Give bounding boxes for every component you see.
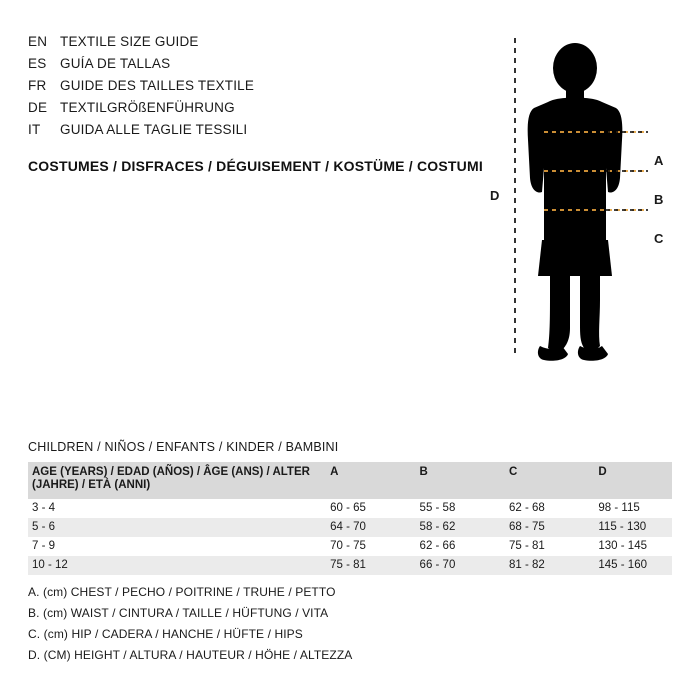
language-text-de: TEXTILGRÖßENFÜHRUNG <box>60 100 235 115</box>
legend-item-a: A. (cm) CHEST / PECHO / POITRINE / TRUHE / PETTO <box>28 585 336 599</box>
language-list <box>28 34 468 144</box>
cell-a: 70 - 75 <box>330 537 419 556</box>
cell-age: 3 - 4 <box>28 499 330 518</box>
language-text-fr: GUIDE DES TAILLES TEXTILE <box>60 78 255 93</box>
figure-label-d: D <box>490 188 500 203</box>
measurement-figure <box>470 28 680 368</box>
table-section-title: CHILDREN / NIÑOS / ENFANTS / KINDER / BAMBINI <box>28 440 339 454</box>
language-text-en: TEXTILE SIZE GUIDE <box>60 34 199 49</box>
cell-b: 55 - 58 <box>420 499 509 518</box>
table-body <box>28 499 672 575</box>
table-row <box>28 499 672 518</box>
column-header-b: B <box>420 462 509 499</box>
language-text-es: GUÍA DE TALLAS <box>60 56 171 71</box>
cell-age: 10 - 12 <box>28 556 330 575</box>
language-text-it: GUIDA ALLE TAGLIE TESSILI <box>60 122 248 137</box>
cell-a: 75 - 81 <box>330 556 419 575</box>
language-row-en <box>28 34 468 56</box>
table-row <box>28 537 672 556</box>
cell-a: 64 - 70 <box>330 518 419 537</box>
measurement-legend <box>28 582 528 666</box>
language-row-it <box>28 122 468 144</box>
language-row-fr <box>28 78 468 100</box>
table-row <box>28 518 672 537</box>
legend-item-c: C. (cm) HIP / CADERA / HANCHE / HÜFTE / HIPS <box>28 627 303 641</box>
cell-d: 115 - 130 <box>598 518 672 537</box>
cell-d: 130 - 145 <box>598 537 672 556</box>
cell-c: 75 - 81 <box>509 537 598 556</box>
child-silhouette-icon <box>470 28 680 368</box>
figure-label-b: B <box>654 192 664 207</box>
size-table <box>28 462 672 575</box>
cell-d: 145 - 160 <box>598 556 672 575</box>
table-header-row <box>28 462 672 499</box>
cell-c: 68 - 75 <box>509 518 598 537</box>
cell-age: 7 - 9 <box>28 537 330 556</box>
language-row-de <box>28 100 468 122</box>
column-header-c: C <box>509 462 598 499</box>
cell-age: 5 - 6 <box>28 518 330 537</box>
column-header-a: A <box>330 462 419 499</box>
column-header-d: D <box>598 462 672 499</box>
cell-d: 98 - 115 <box>598 499 672 518</box>
legend-item-b: B. (cm) WAIST / CINTURA / TAILLE / HÜFTUNG / VITA <box>28 606 329 620</box>
language-code-de: DE <box>28 100 48 115</box>
figure-label-c: C <box>654 231 664 246</box>
cell-c: 81 - 82 <box>509 556 598 575</box>
language-row-es <box>28 56 468 78</box>
language-code-it: IT <box>28 122 41 137</box>
column-header-age: AGE (YEARS) / EDAD (AÑOS) / ÂGE (ANS) / ALTER (JAHRE) / ETÀ (ANNI) <box>28 462 330 499</box>
cell-b: 66 - 70 <box>420 556 509 575</box>
table-row <box>28 556 672 575</box>
legend-item-d: D. (CM) HEIGHT / ALTURA / HAUTEUR / HÖHE / ALTEZZA <box>28 648 353 662</box>
cell-b: 62 - 66 <box>420 537 509 556</box>
language-code-en: EN <box>28 34 48 49</box>
cell-b: 58 - 62 <box>420 518 509 537</box>
cell-a: 60 - 65 <box>330 499 419 518</box>
category-title: COSTUMES / DISFRACES / DÉGUISEMENT / KOSTÜME / COSTUMI <box>28 158 483 174</box>
cell-c: 62 - 68 <box>509 499 598 518</box>
language-code-fr: FR <box>28 78 47 93</box>
figure-label-a: A <box>654 153 664 168</box>
language-code-es: ES <box>28 56 47 71</box>
table-header <box>28 462 672 499</box>
